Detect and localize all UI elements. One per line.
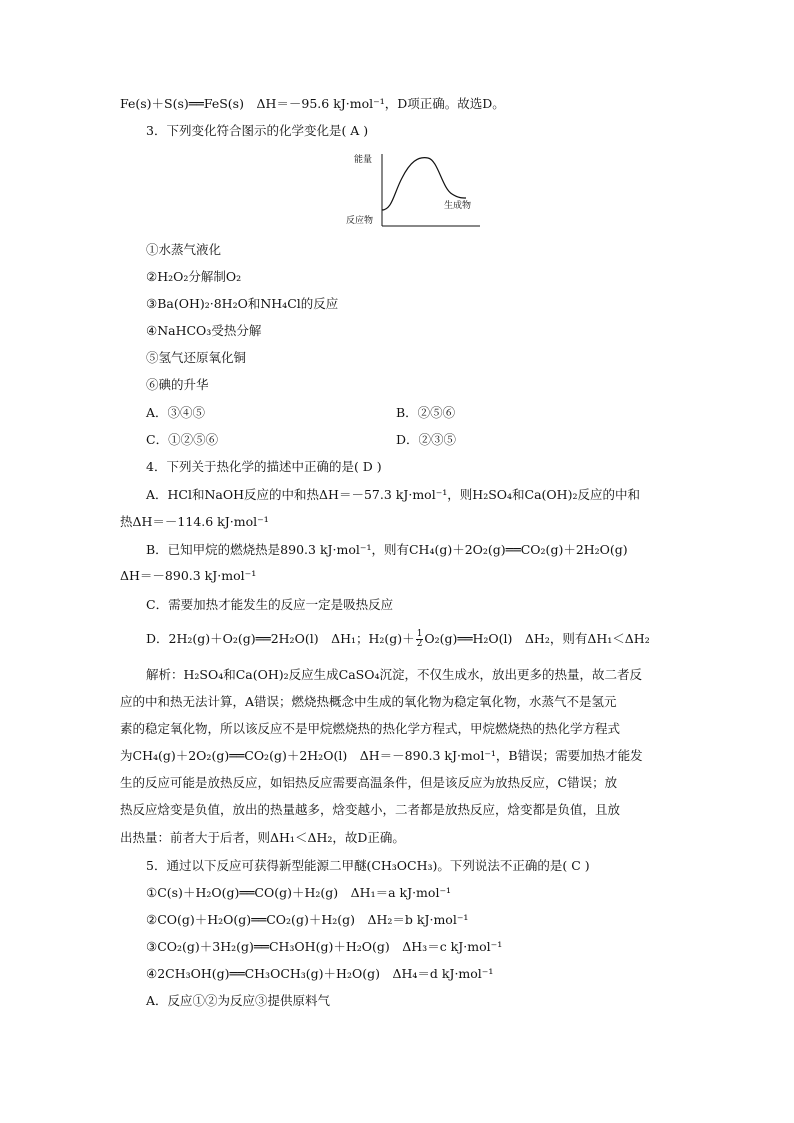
y-axis-label: 能量 <box>354 155 373 165</box>
choice-a: A．③④⑤ <box>146 405 206 420</box>
energy-diagram <box>344 148 484 233</box>
choice-b: B．②⑤⑥ <box>396 405 456 420</box>
q4-option-a-cont: 热ΔH＝－114.6 kJ·mol⁻¹ <box>120 514 269 529</box>
reactant-label: 反应物 <box>346 216 374 226</box>
choice-c: C．①②⑤⑥ <box>146 432 219 447</box>
question-3: 3．下列变化符合图示的化学变化是( A ) <box>146 123 369 138</box>
option-3: ③Ba(OH)₂·8H₂O和NH₄Cl的反应 <box>146 296 339 311</box>
reaction-4: ④2CH₃OH(g)══CH₃OCH₃(g)＋H₂O(g) ΔH₄＝d kJ·mol⁻¹ <box>146 966 494 981</box>
q4-d-part2: O₂(g)══H₂O(l) ΔH₂，则有ΔH₁＜ΔH₂ <box>424 631 650 646</box>
option-5: ⑤氢气还原氧化铜 <box>146 350 247 365</box>
analysis-line: 应的中和热无法计算，A错误；燃烧热概念中生成的氧化物为稳定氧化物，水蒸气不是氢元 <box>120 694 617 709</box>
reaction-2: ②CO(g)＋H₂O(g)══CO₂(g)＋H₂(g) ΔH₂＝b kJ·mol⁻¹ <box>146 912 469 927</box>
analysis-line: 生的反应可能是放热反应，如铝热反应需要高温条件，但是该反应为放热反应，C错误；放 <box>120 775 618 790</box>
analysis-line: 素的稳定氧化物，所以该反应不是甲烷燃烧热的热化学方程式，甲烷燃烧热的热化学方程式 <box>120 721 621 736</box>
q5-option-a: A．反应①②为反应③提供原料气 <box>146 993 331 1008</box>
option-6: ⑥碘的升华 <box>146 377 209 392</box>
fraction-denominator: 2 <box>416 639 423 649</box>
analysis-line: 解析：H₂SO₄和Ca(OH)₂反应生成CaSO₄沉淀，不仅生成水，放出更多的热量，故二者反 <box>146 667 643 682</box>
option-2: ②H₂O₂分解制O₂ <box>146 269 242 284</box>
reaction-1: ①C(s)＋H₂O(g)══CO(g)＋H₂(g) ΔH₁＝a kJ·mol⁻¹ <box>146 885 452 900</box>
text-line: Fe(s)＋S(s)══FeS(s) ΔH＝－95.6 kJ·mol⁻¹，D项正确。故选D。 <box>120 96 505 111</box>
analysis-line: 热反应焓变是负值，放出的热量越多，焓变越小，二者都是放热反应，焓变都是负值，且放 <box>120 802 621 817</box>
q4-option-c: C．需要加热才能发生的反应一定是吸热反应 <box>146 597 394 612</box>
question-5: 5．通过以下反应可获得新型能源二甲醚(CH₃OCH₃)。下列说法不正确的是( C ) <box>146 858 590 873</box>
option-4: ④NaHCO₃受热分解 <box>146 323 262 338</box>
q4-option-a: A．HCl和NaOH反应的中和热ΔH＝－57.3 kJ·mol⁻¹，则H₂SO₄和Ca(OH)₂反应的中和 <box>146 487 640 502</box>
fraction-numerator: 1 <box>416 629 423 639</box>
q4-option-d <box>146 630 650 649</box>
q4-d-part1: D．2H₂(g)＋O₂(g)══2H₂O(l) ΔH₁；H₂(g)＋ <box>146 631 415 646</box>
reaction-3: ③CO₂(g)＋3H₂(g)══CH₃OH(g)＋H₂O(g) ΔH₃＝c kJ·mol⁻¹ <box>146 939 503 954</box>
analysis-line: 为CH₄(g)＋2O₂(g)══CO₂(g)＋2H₂O(l) ΔH＝－890.3 kJ·mol⁻¹，B错误；需要加热才能发 <box>120 748 643 763</box>
option-1: ①水蒸气液化 <box>146 242 222 257</box>
analysis-line: 出热量：前者大于后者，则ΔH₁＜ΔH₂，故D正确。 <box>120 830 405 845</box>
q4-option-b-cont: ΔH＝－890.3 kJ·mol⁻¹ <box>120 568 257 583</box>
choice-d: D．②③⑤ <box>396 432 457 447</box>
product-label: 生成物 <box>444 201 472 211</box>
q4-option-b: B．已知甲烷的燃烧热是890.3 kJ·mol⁻¹，则有CH₄(g)＋2O₂(g)══CO₂(g)＋2H₂O(g) <box>146 542 628 557</box>
fraction-half <box>416 630 424 649</box>
question-4: 4．下列关于热化学的描述中正确的是( D ) <box>146 459 382 474</box>
